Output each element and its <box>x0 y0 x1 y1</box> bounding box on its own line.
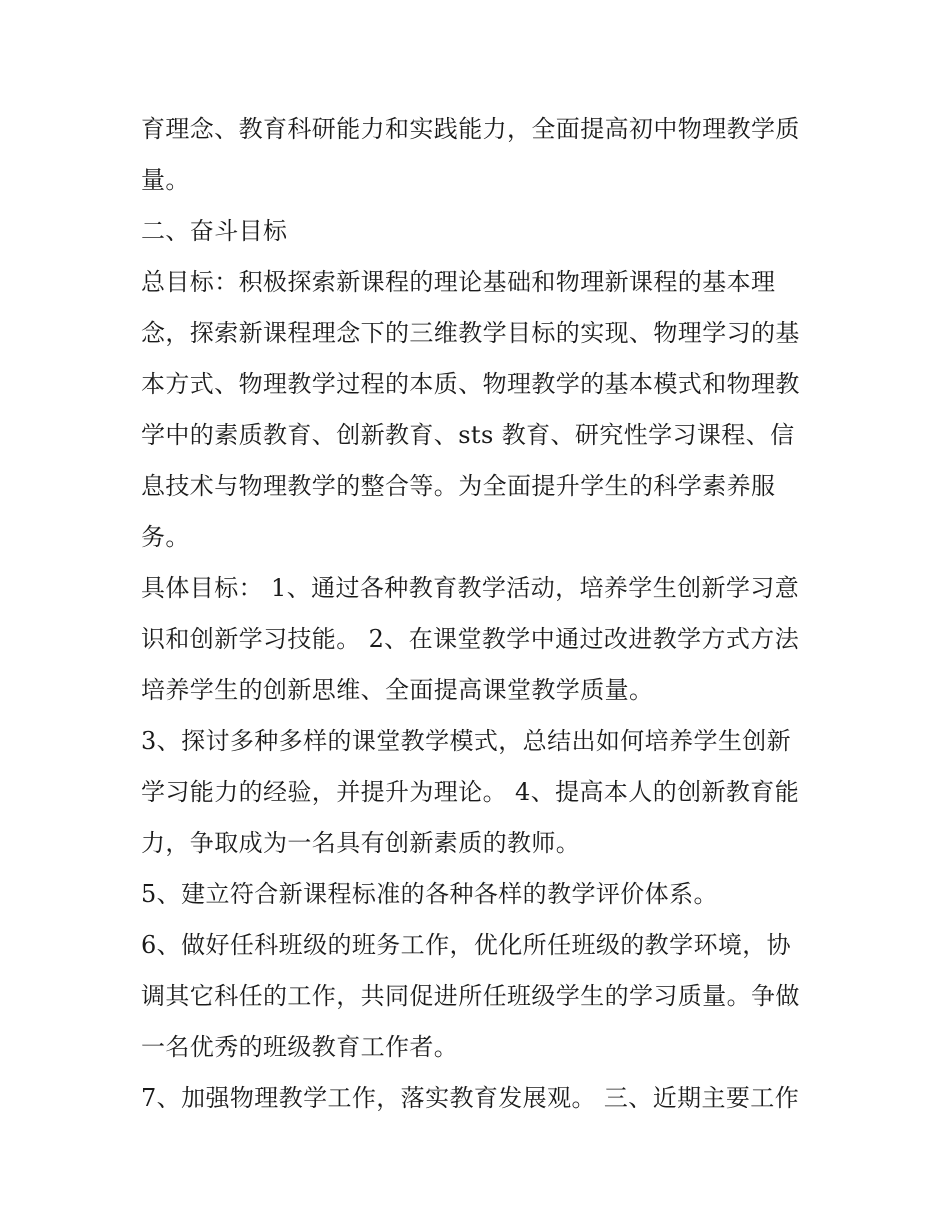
text-line: 学中的素质教育、创新教育、sts 教育、研究性学习课程、信 <box>141 421 795 449</box>
text-line: 具体目标： 1、通过各种教育教学活动，培养学生创新学习意 <box>141 574 800 602</box>
text-line: 量。 <box>141 166 190 194</box>
text-line: 息技术与物理教学的整合等。为全面提升学生的科学素养服 <box>141 472 776 500</box>
text-line: 培养学生的创新思维、全面提高课堂教学质量。 <box>141 676 654 704</box>
text-line: 学习能力的经验，并提升为理论。 4、提高本人的创新教育能 <box>141 778 800 806</box>
text-line: 6、做好任科班级的班务工作，优化所任班级的教学环境，协 <box>141 931 792 959</box>
text-line: 力，争取成为一名具有创新素质的教师。 <box>141 829 581 857</box>
text-line: 7、加强物理教学工作，落实教育发展观。 三、近期主要工作 <box>141 1084 800 1112</box>
text-line: 一名优秀的班级教育工作者。 <box>141 1033 459 1061</box>
text-line: 识和创新学习技能。 2、在课堂教学中通过改进教学方式方法 <box>141 625 800 653</box>
document-page <box>141 104 813 1124</box>
text-line: 念，探索新课程理念下的三维教学目标的实现、物理学习的基 <box>141 319 800 347</box>
text-line: 3、探讨多种多样的课堂教学模式，总结出如何培养学生创新 <box>141 727 792 755</box>
text-line: 5、建立符合新课程标准的各种各样的教学评价体系。 <box>141 880 718 908</box>
section-heading: 二、奋斗目标 <box>141 217 288 245</box>
text-line: 本方式、物理教学过程的本质、物理教学的基本模式和物理教 <box>141 370 800 398</box>
text-line: 调其它科任的工作，共同促进所任班级学生的学习质量。争做 <box>141 982 800 1010</box>
text-line: 务。 <box>141 523 190 551</box>
text-line: 总目标：积极探索新课程的理论基础和物理新课程的基本理 <box>141 268 776 296</box>
text-line: 育理念、教育科研能力和实践能力，全面提高初中物理教学质 <box>141 115 800 143</box>
